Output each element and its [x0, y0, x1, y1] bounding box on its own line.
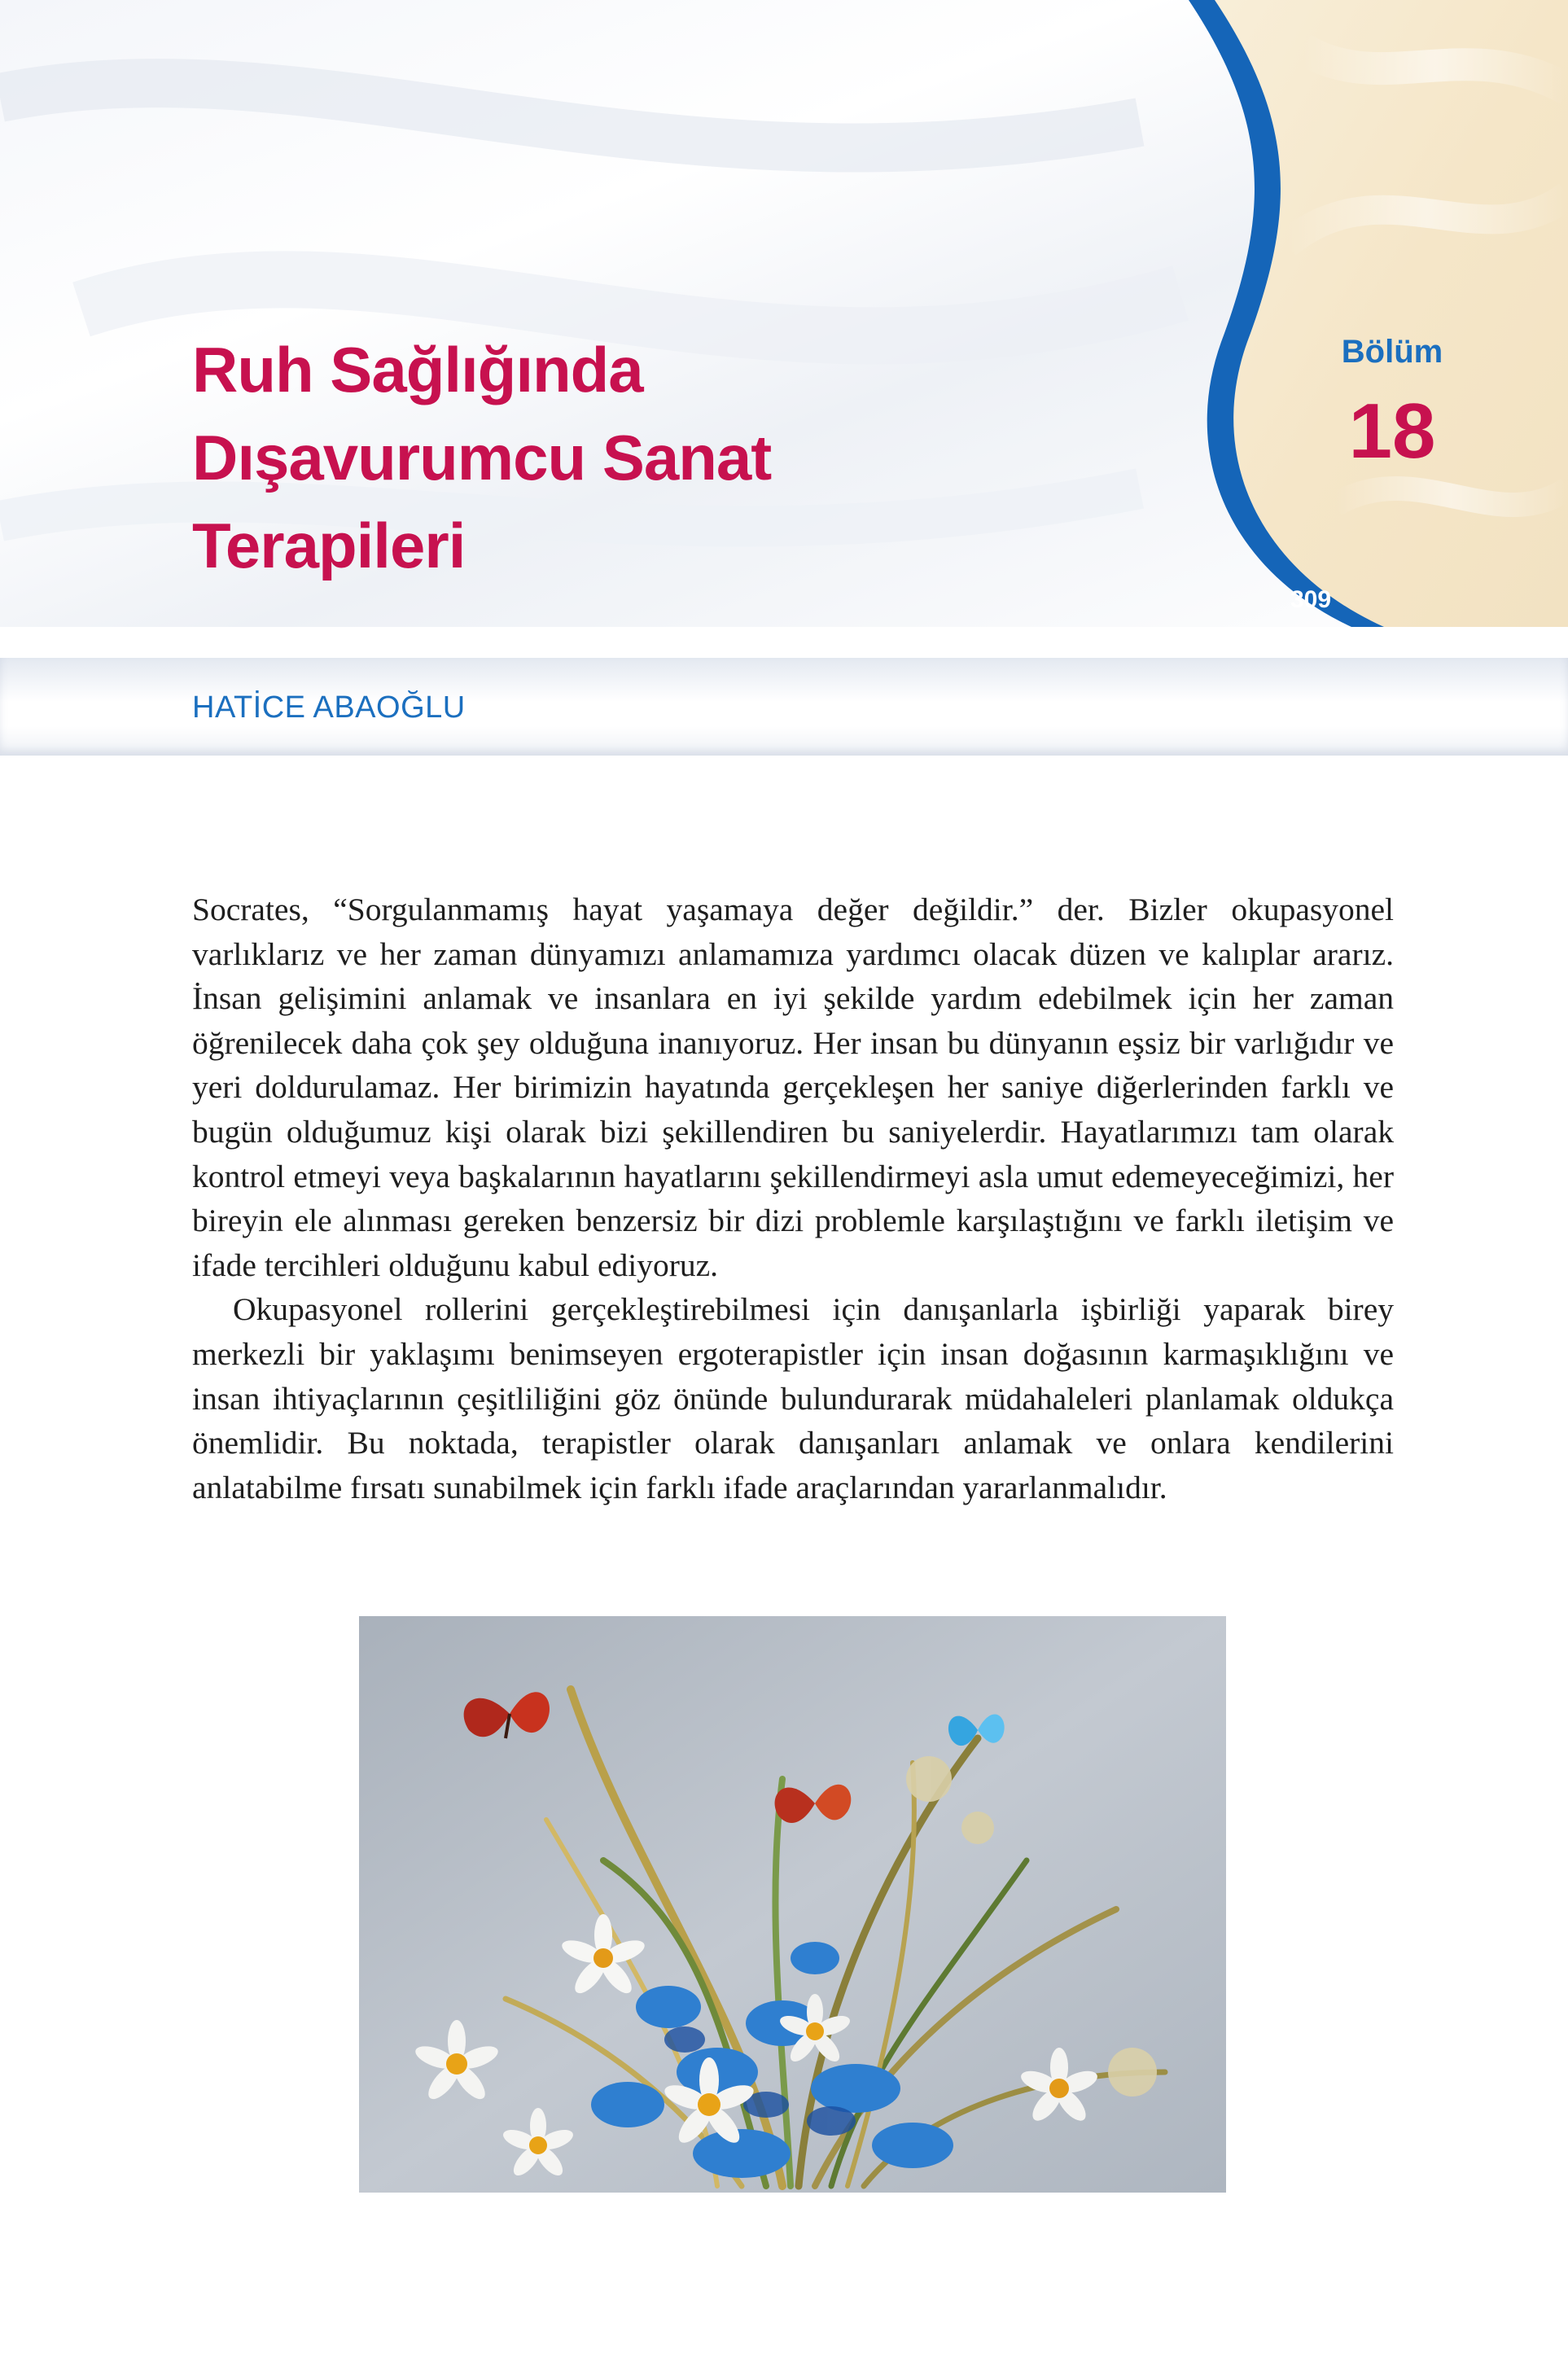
author-name: HATİCE ABAOĞLU: [192, 690, 466, 725]
flower-painting-illustration-icon: [359, 1616, 1226, 2193]
flower-painting-figure: [359, 1616, 1226, 2193]
body-paragraph-1: Socrates, “Sorgulanmamış hayat yaşamaya değer değildir.” der. Bizler okupasyonel varlıklarız ve her zaman dünyamızı anlamamıza yardımcı olacak düzen ve kalıplar ararız. İnsan gelişimini anlamak ve insanlara en iyi şekilde yardım edebilmek için her zaman öğrenilecek daha çok şey olduğuna inanıyoruz. Her insan bu dünyanın eşsiz bir varlığıdır ve yeri doldurulamaz. Her birimizin hayatında gerçekleşen her saniye diğerlerinden farklı ve bugün olduğumuz kişi olarak bizi şekillendiren bu saniyelerdir. Hayatlarımızı tam olarak kontrol etmeyi veya başkalarının hayatlarını şekillendirmeyi asla umut edemeyeceğimizi, her bireyin ele alınması gereken benzersiz bir dizi problemle karşılaştığını ve farklı iletişim ve ifade tercihleri olduğunu kabul ediyoruz.: [192, 892, 1394, 1283]
page-number: 309: [1290, 586, 1332, 613]
body-paragraph-2: Okupasyonel rollerini gerçekleştirebilmesi için danışanlarla işbirliği yaparak birey merkezli bir yaklaşımı benimseyen ergoterapistler için insan doğasının karmaşıklığını ve insan ihtiyaçlarının çeşitliliğini göz önünde bulundurarak müdahaleleri planlamak oldukça önemlidir. Bu noktada, terapistler olarak danışanları anlamak ve onlara kendilerini anlatabilme fırsatı sunabilmek için farklı ifade araçlarından yararlanmalıdır.: [192, 1291, 1394, 1505]
chapter-number: 18: [1348, 388, 1436, 475]
chapter-title-line-3: Terapileri: [192, 510, 466, 581]
chapter-title-line-2: Dışavurumcu Sanat: [192, 422, 772, 493]
chapter-header: [0, 0, 1568, 627]
chapter-label: Bölüm: [1341, 334, 1443, 370]
body-text: [192, 887, 1394, 1509]
chapter-title: [192, 326, 1006, 589]
chapter-title-line-1: Ruh Sağlığında: [192, 334, 643, 405]
